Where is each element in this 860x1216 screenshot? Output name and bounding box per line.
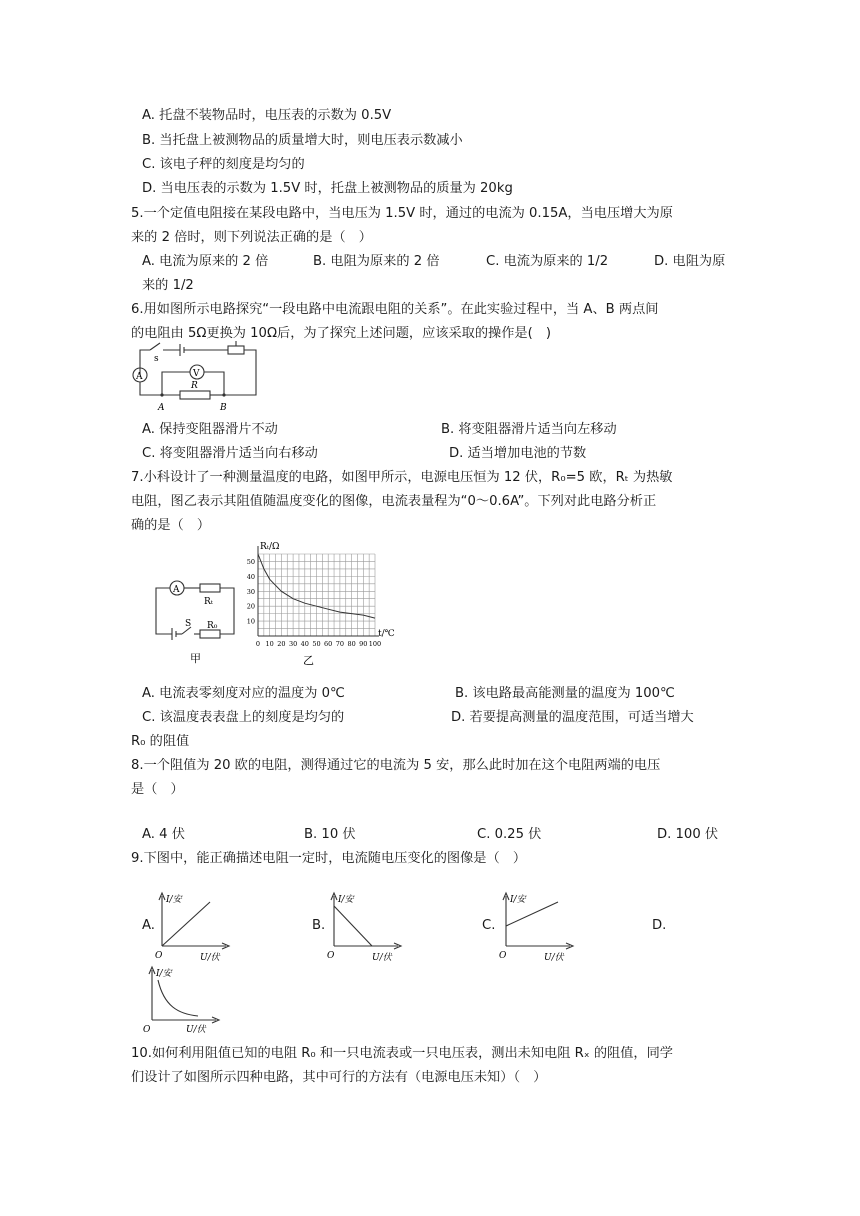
q7-caption-jia: 甲 (190, 652, 201, 665)
q7-circuit-jia (150, 572, 242, 668)
q7-caption-yi: 乙 (303, 654, 314, 667)
q6-circuit-figure (130, 338, 262, 414)
q6-option-a: A. 保持变阻器滑片不动 (142, 422, 278, 437)
q9-graph-b (324, 888, 404, 964)
chart-x-tick-label: 80 (347, 640, 356, 648)
q9-option-a-label: A. (142, 918, 155, 933)
q7-option-c: C. 该温度表表盘上的刻度是均匀的 (142, 710, 345, 725)
q6-option-d: D. 适当增加电池的节数 (449, 446, 587, 461)
q9-option-c-label: C. (482, 918, 496, 933)
q9d-origin: O (143, 1025, 151, 1035)
q9c-xlabel: U/伏 (544, 953, 564, 963)
q8-stem-line1: 8.一个阻值为 20 欧的电阻，测得通过它的电流为 5 安，那么此时加在这个电阻两端的电压 (131, 758, 661, 773)
q5-option-d-cont: 来的 1/2 (142, 278, 194, 293)
chart-y-tick-label: 40 (246, 572, 255, 581)
q7-ammeter-label: A (173, 585, 180, 595)
q6-stem-line1: 6.用如图所示电路探究“一段电路中电流跟电阻的关系”。在此实验过程中，当 A、B 两点间 (131, 302, 659, 317)
chart-y-tick-label: 10 (246, 617, 255, 626)
q7-rt-label: Rₜ (204, 597, 213, 607)
q9-option-d-label: D. (652, 918, 667, 933)
chart-x-tick-label: 60 (324, 640, 333, 648)
q9b-origin: O (327, 951, 335, 961)
q6-switch-label: s (154, 354, 159, 364)
q5-option-a: A. 电流为原来的 2 倍 (142, 254, 269, 269)
q9c-ylabel: I/安 (510, 895, 526, 905)
q7-switch-label: S (185, 619, 192, 629)
q9-graph-a (152, 888, 232, 964)
chart-x-tick-label: 20 (277, 640, 286, 648)
q9b-ylabel: I/安 (338, 895, 354, 905)
q9a-origin: O (155, 951, 163, 961)
q8-option-d: D. 100 伏 (657, 827, 719, 842)
q9d-ylabel: I/安 (156, 969, 172, 979)
q5-option-c: C. 电流为原来的 1/2 (486, 254, 609, 269)
q8-option-c: C. 0.25 伏 (477, 827, 542, 842)
q4-option-b: B. 当托盘上被测物品的质量增大时，则电压表示数减小 (142, 133, 463, 148)
q7-option-d-cont: R₀ 的阻值 (131, 734, 190, 749)
q7-stem-line3: 确的是（ ） (131, 518, 211, 533)
q9-graph-d (138, 962, 222, 1036)
q7-chart-xlabel: t/℃ (378, 629, 395, 639)
chart-y-tick-label: 30 (246, 587, 255, 596)
chart-x-tick-label: 10 (265, 640, 274, 648)
q8-option-b: B. 10 伏 (304, 827, 356, 842)
chart-y-tick-label: 50 (246, 557, 255, 566)
q10-stem-line1: 10.如何利用阻值已知的电阻 R₀ 和一只电流表或一只电压表，测出未知电阻 Rₓ 的阻值，同学 (131, 1046, 673, 1061)
q6-option-c: C. 将变阻器滑片适当向右移动 (142, 446, 318, 461)
q7-stem-line1: 7.小科设计了一种测量温度的电路，如图甲所示，电源电压恒为 12 伏，R₀=5 欧，Rₜ 为热敏 (131, 470, 673, 485)
q9-option-b-label: B. (312, 918, 326, 933)
q7-chart-ylabel: Rₜ/Ω (260, 542, 280, 552)
q8-option-a: A. 4 伏 (142, 827, 185, 842)
q9d-xlabel: U/伏 (186, 1025, 206, 1035)
q6-ammeter-label: A (136, 372, 143, 382)
q6-voltmeter-label: V (193, 369, 200, 379)
chart-x-tick-label: 30 (288, 640, 298, 648)
q9-graph-c (496, 888, 576, 964)
q9a-xlabel: U/伏 (200, 953, 220, 963)
q5-stem-line2: 来的 2 倍时，则下列说法正确的是（ ） (131, 230, 372, 245)
q7-rt-temperature-chart (240, 540, 400, 668)
chart-x-tick-label: 70 (335, 640, 345, 648)
q9-stem-line1: 9.下图中，能正确描述电阻一定时，电流随电压变化的图像是（ ） (131, 851, 527, 866)
q4-option-c: C. 该电子秤的刻度是均匀的 (142, 157, 305, 172)
q9c-origin: O (499, 951, 507, 961)
chart-x-tick-label: 100 (368, 640, 382, 648)
q10-stem-line2: 们设计了如图所示四种电路，其中可行的方法有（电源电压未知）（ ） (131, 1070, 547, 1085)
q9a-ylabel: I/安 (166, 895, 182, 905)
q7-option-d: D. 若要提高测量的温度范围，可适当增大 (451, 710, 694, 725)
chart-x-tick-label: 50 (312, 640, 321, 648)
chart-x-tick-label: 40 (300, 640, 309, 648)
chart-y-tick-label: 20 (246, 602, 255, 611)
q9b-xlabel: U/伏 (372, 953, 392, 963)
q7-stem-line2: 电阻，图乙表示其阻值随温度变化的图像，电流表量程为“0～0.6A”。下列对此电路分析正 (131, 494, 657, 509)
q7-option-a: A. 电流表零刻度对应的温度为 0℃ (142, 686, 345, 701)
q6-point-b-label: B (220, 403, 227, 413)
q6-option-b: B. 将变阻器滑片适当向左移动 (441, 422, 617, 437)
q4-option-a: A. 托盘不装物品时，电压表的示数为 0.5V (142, 108, 392, 123)
chart-x-tick-label: 0 (255, 640, 261, 648)
q5-stem-line1: 5.一个定值电阻接在某段电路中，当电压为 1.5V 时，通过的电流为 0.15A，当电压增大为原 (131, 206, 673, 221)
q5-option-b: B. 电阻为原来的 2 倍 (313, 254, 440, 269)
q4-option-d: D. 当电压表的示数为 1.5V 时，托盘上被测物品的质量为 20kg (142, 181, 513, 196)
q5-option-d: D. 电阻为原 (654, 254, 726, 269)
q6-resistor-label: R (191, 381, 198, 391)
q7-r0-label: R₀ (207, 621, 218, 631)
q7-option-b: B. 该电路最高能测量的温度为 100℃ (455, 686, 675, 701)
chart-x-tick-label: 90 (359, 640, 368, 648)
q6-point-a-label: A (158, 403, 165, 413)
q8-stem-line2: 是（ ） (131, 782, 184, 797)
q6-stem-line2: 的电阻由 5Ω更换为 10Ω后，为了探究上述问题，应该采取的操作是( ) (131, 326, 552, 341)
